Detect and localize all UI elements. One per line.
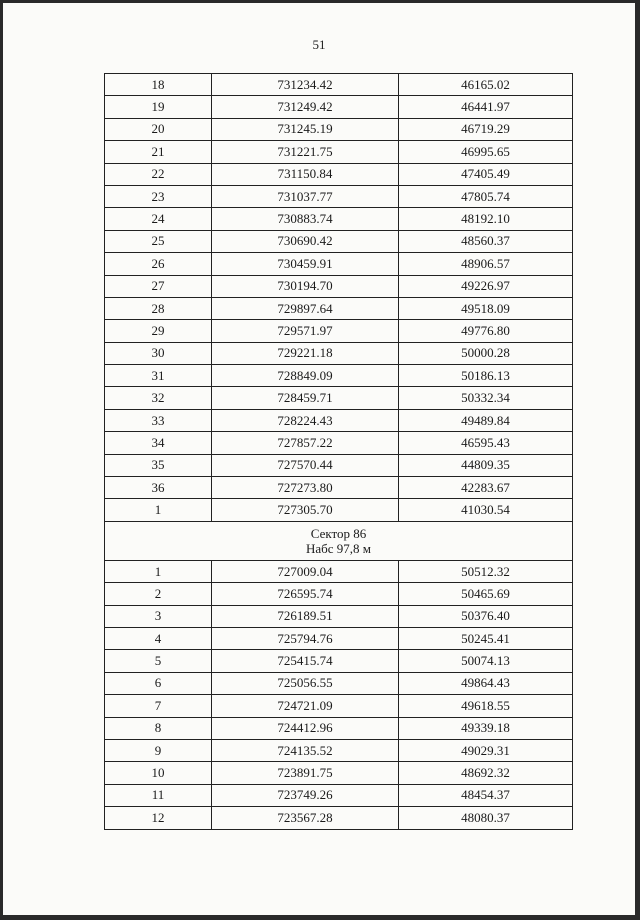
point-number-cell: 27 [105,275,212,297]
y-coordinate-cell: 47405.49 [399,163,573,185]
table-row [105,387,573,409]
table-row [105,477,573,499]
point-number-cell: 20 [105,118,212,140]
x-coordinate-cell: 731150.84 [212,163,399,185]
y-coordinate-cell: 49864.43 [399,672,573,694]
point-number-cell: 21 [105,141,212,163]
point-number-cell: 30 [105,342,212,364]
x-coordinate-cell: 727305.70 [212,499,399,521]
table-row [105,560,573,582]
x-coordinate-cell: 727857.22 [212,432,399,454]
y-coordinate-cell: 41030.54 [399,499,573,521]
x-coordinate-cell: 725415.74 [212,650,399,672]
table-row [105,432,573,454]
y-coordinate-cell: 49489.84 [399,409,573,431]
x-coordinate-cell: 724721.09 [212,695,399,717]
point-number-cell: 36 [105,477,212,499]
x-coordinate-cell: 729571.97 [212,320,399,342]
y-coordinate-cell: 49618.55 [399,695,573,717]
x-coordinate-cell: 729221.18 [212,342,399,364]
table-row [105,807,573,829]
x-coordinate-cell: 726595.74 [212,583,399,605]
y-coordinate-cell: 50376.40 [399,605,573,627]
y-coordinate-cell: 46719.29 [399,118,573,140]
y-coordinate-cell: 49029.31 [399,739,573,761]
point-number-cell: 33 [105,409,212,431]
table-row [105,297,573,319]
table-row [105,650,573,672]
point-number-cell: 23 [105,185,212,207]
y-coordinate-cell: 42283.67 [399,477,573,499]
y-coordinate-cell: 49518.09 [399,297,573,319]
table-row [105,230,573,252]
table-row [105,762,573,784]
x-coordinate-cell: 729897.64 [212,297,399,319]
x-coordinate-cell: 723749.26 [212,784,399,806]
y-coordinate-cell: 50465.69 [399,583,573,605]
y-coordinate-cell: 48080.37 [399,807,573,829]
point-number-cell: 24 [105,208,212,230]
table-row [105,605,573,627]
point-number-cell: 1 [105,499,212,521]
point-number-cell: 25 [105,230,212,252]
table-row [105,320,573,342]
x-coordinate-cell: 728224.43 [212,409,399,431]
table-row [105,185,573,207]
sector-name: Сектор 86 [310,525,367,541]
y-coordinate-cell: 49226.97 [399,275,573,297]
document-page [3,3,635,915]
point-number-cell: 8 [105,717,212,739]
x-coordinate-cell: 731249.42 [212,96,399,118]
point-number-cell: 11 [105,784,212,806]
x-coordinate-cell: 726189.51 [212,605,399,627]
point-number-cell: 2 [105,583,212,605]
y-coordinate-cell: 49339.18 [399,717,573,739]
table-row [105,275,573,297]
x-coordinate-cell: 727273.80 [212,477,399,499]
y-coordinate-cell: 50245.41 [399,627,573,649]
table-section-bottom [105,560,573,829]
x-coordinate-cell: 731245.19 [212,118,399,140]
x-coordinate-cell: 725794.76 [212,627,399,649]
point-number-cell: 9 [105,739,212,761]
x-coordinate-cell: 730690.42 [212,230,399,252]
table-row [105,141,573,163]
sector-header-section [105,521,573,560]
x-coordinate-cell: 723891.75 [212,762,399,784]
table-row [105,74,573,96]
y-coordinate-cell: 46995.65 [399,141,573,163]
point-number-cell: 3 [105,605,212,627]
point-number-cell: 10 [105,762,212,784]
y-coordinate-cell: 48560.37 [399,230,573,252]
y-coordinate-cell: 46441.97 [399,96,573,118]
x-coordinate-cell: 730883.74 [212,208,399,230]
x-coordinate-cell: 724135.52 [212,739,399,761]
sector-header-cell [105,521,573,560]
point-number-cell: 18 [105,74,212,96]
x-coordinate-cell: 725056.55 [212,672,399,694]
x-coordinate-cell: 723567.28 [212,807,399,829]
point-number-cell: 6 [105,672,212,694]
y-coordinate-cell: 50512.32 [399,560,573,582]
page-number: 51 [312,37,326,52]
y-coordinate-cell: 50074.13 [399,650,573,672]
point-number-cell: 32 [105,387,212,409]
y-coordinate-cell: 50332.34 [399,387,573,409]
table-row [105,499,573,521]
x-coordinate-cell: 724412.96 [212,717,399,739]
point-number-cell: 1 [105,560,212,582]
x-coordinate-cell: 731221.75 [212,141,399,163]
table-row [105,627,573,649]
table-row [105,163,573,185]
x-coordinate-cell: 730459.91 [212,253,399,275]
point-number-cell: 34 [105,432,212,454]
y-coordinate-cell: 48692.32 [399,762,573,784]
table-row [105,695,573,717]
x-coordinate-cell: 730194.70 [212,275,399,297]
coordinates-table [104,73,573,830]
point-number-cell: 7 [105,695,212,717]
table-row [105,365,573,387]
point-number-cell: 22 [105,163,212,185]
point-number-cell: 26 [105,253,212,275]
point-number-cell: 28 [105,297,212,319]
sector-header-row [105,521,573,560]
point-number-cell: 35 [105,454,212,476]
y-coordinate-cell: 49776.80 [399,320,573,342]
table-row [105,717,573,739]
table-row [105,409,573,431]
x-coordinate-cell: 731037.77 [212,185,399,207]
table-row [105,118,573,140]
table-row [105,342,573,364]
x-coordinate-cell: 727570.44 [212,454,399,476]
table-row [105,454,573,476]
point-number-cell: 19 [105,96,212,118]
y-coordinate-cell: 46165.02 [399,74,573,96]
y-coordinate-cell: 47805.74 [399,185,573,207]
point-number-cell: 29 [105,320,212,342]
y-coordinate-cell: 46595.43 [399,432,573,454]
y-coordinate-cell: 50186.13 [399,365,573,387]
point-number-cell: 12 [105,807,212,829]
table-row [105,208,573,230]
table-section-top [105,74,573,522]
point-number-cell: 4 [105,627,212,649]
table-row [105,96,573,118]
y-coordinate-cell: 48906.57 [399,253,573,275]
table-row [105,253,573,275]
x-coordinate-cell: 727009.04 [212,560,399,582]
sector-height: Набс 97,8 м [305,540,372,556]
point-number-cell: 31 [105,365,212,387]
y-coordinate-cell: 50000.28 [399,342,573,364]
x-coordinate-cell: 731234.42 [212,74,399,96]
table-row [105,739,573,761]
x-coordinate-cell: 728849.09 [212,365,399,387]
x-coordinate-cell: 728459.71 [212,387,399,409]
point-number-cell: 5 [105,650,212,672]
table-row [105,583,573,605]
y-coordinate-cell: 48192.10 [399,208,573,230]
table-row [105,784,573,806]
y-coordinate-cell: 48454.37 [399,784,573,806]
y-coordinate-cell: 44809.35 [399,454,573,476]
table-row [105,672,573,694]
